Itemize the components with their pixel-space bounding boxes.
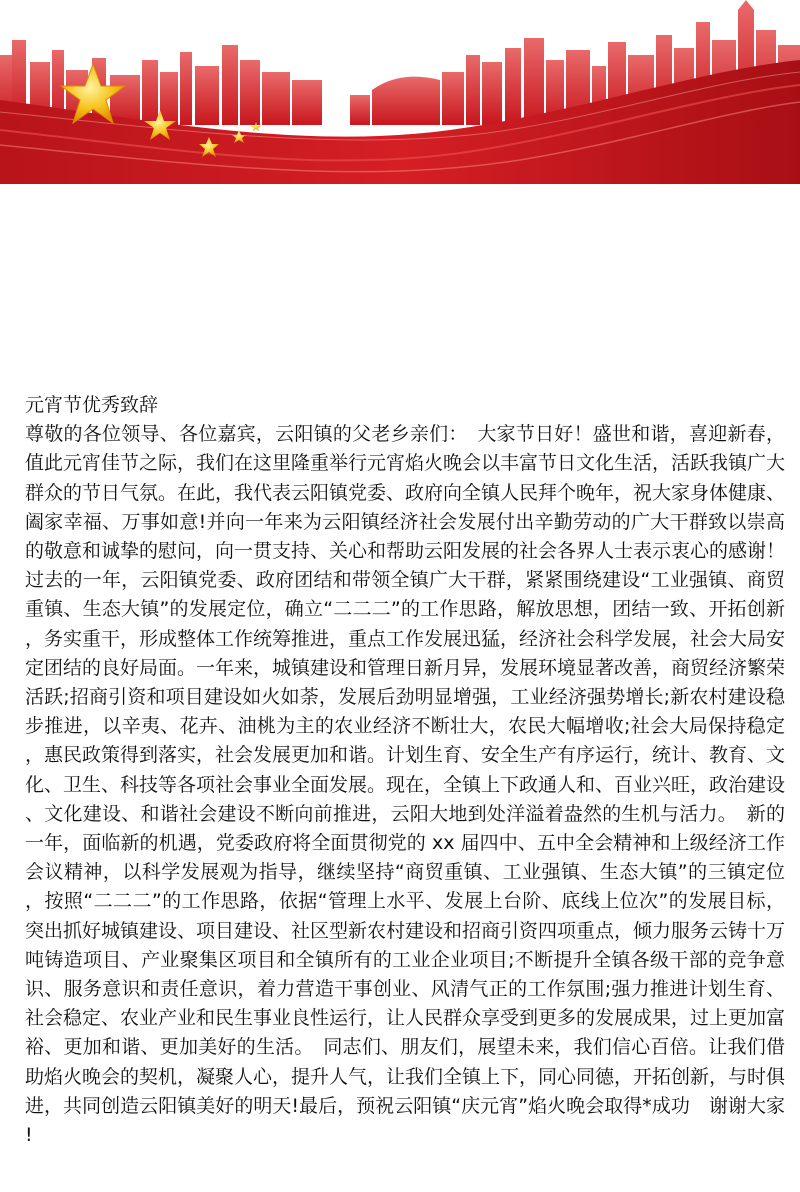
document-body: 尊敬的各位领导、各位嘉宾，云阳镇的父老乡亲们： 大家节日好！盛世和谐，喜迎新春，值此元宵佳节之际，我们在这里隆重举行元宵焰火晚会以丰富节日文化生活，活跃我镇广大群众的节日气氛。在此，我代表云阳镇党委、政府向全镇人民拜个晚年，祝大家身体健康、阖家幸福、万事如意!并向一年来为云阳镇经济社会发展付出辛勤劳动的广大干群致以崇高的敬意和诚挚的慰问，向一贯支持、关心和帮助云阳发展的社会各界人士表示衷心的感谢！过去的一年，云阳镇党委、政府团结和带领全镇广大干群，紧紧围绕建设“工业强镇、商贸重镇、生态大镇”的发展定位，确立“二二二”的工作思路，解放思想，团结一致、开拓创新，务实重干，形成整体工作统筹推进，重点工作发展迅猛，经济社会科学发展，社会大局安定团结的良好局面。一年来，城镇建设和管理日新月异，发展环境显著改善，商贸经济繁荣活跃;招商引资和项目建设如火如荼，发展后劲明显增强，工业经济强势增长;新农村建设稳步推进，以辛夷、花卉、油桃为主的农业经济不断壮大，农民大幅增收;社会大局保持稳定，惠民政策得到落实，社会发展更加和谐。计划生育、安全生产有序运行，统计、教育、文化、卫生、科技等各项社会事业全面发展。现在，全镇上下政通人和、百业兴旺，政治建设、文化建设、和谐社会建设不断向前推进，云阳大地到处洋溢着盎然的生机与活力。 新的一年，面临新的机遇，党委政府将全面贯彻党的 xx 届四中、五中全会精神和上级经济工作会议精神，以科学发展观为指导，继续坚持“商贸重镇、工业强镇、生态大镇”的三镇定位，按照“二二二”的工作思路，依据“管理上水平、发展上台阶、底线上位次”的发展目标，突出抓好城镇建设、项目建设、社区型新农村建设和招商引资四项重点，倾力服务云铸十万吨铸造项目、产业聚集区项目和全镇所有的工业企业项目;不断提升全镇各级干部的竞争意识、服务意识和责任意识，着力营造干事创业、风清气正的工作氛围;强力推进计划生育、社会稳定、农业产业和民生事业良性运行，让人民群众享受到更多的发展成果，过上更加富裕、更加和谐、更加美好的生活。 同志们、朋友们，展望未来，我们信心百倍。让我们借助焰火晚会的契机，凝聚人心，提升人气，让我们全镇上下，同心同德，开拓创新，与时俱进，共同创造云阳镇美好的明天!最后，预祝云阳镇“庆元宵”焰火晚会取得*成功 谢谢大家!: [25, 423, 786, 1147]
city-skyline-ribbon-graphic: [0, 0, 800, 184]
speech-document: [25, 391, 785, 1150]
header-banner: [0, 0, 800, 184]
document-title: 元宵节优秀致辞: [25, 394, 159, 416]
